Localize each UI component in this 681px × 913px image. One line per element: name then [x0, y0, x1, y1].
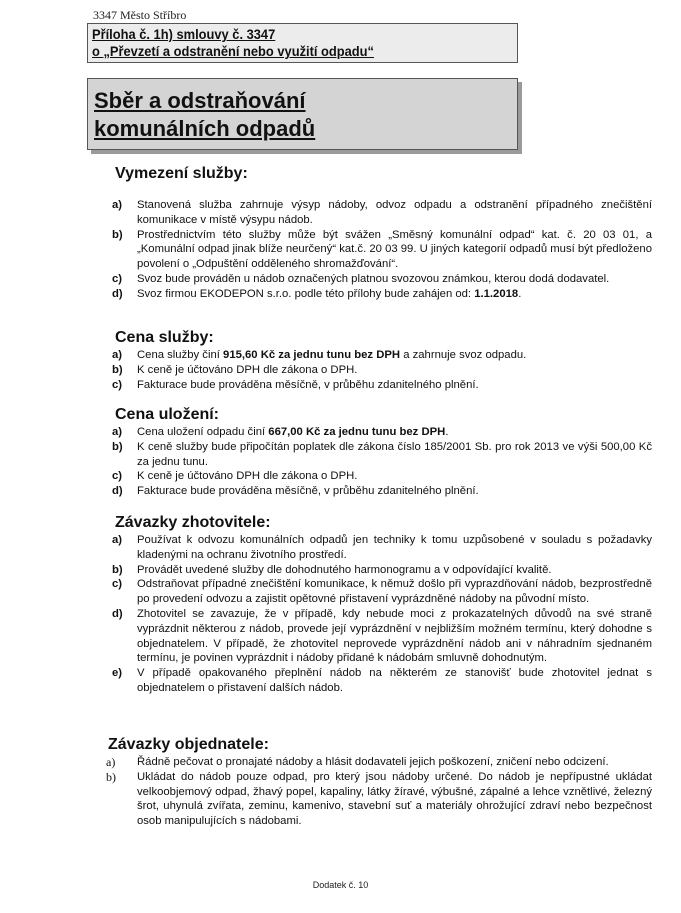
item-text: K ceně je účtováno DPH dle zákona o DPH. [137, 363, 358, 376]
item-text: Ukládat do nádob pouze odpad, pro který jsou nádoby určené. Do nádob je nepřípustné ukládat velkoobjemový odpad, žhavý popel, kapaliny, látky žíravé, výbušné, zápalné a lehce vznětlivé, železný šrot, uhynulá zvířata, zeminu, kamenivo, stavební suť a materiály ohrožující zdraví nebo bezpečnost osob manipulujících s nádobami. [137, 770, 652, 828]
item-letter: a) [112, 349, 123, 361]
list-item [104, 755, 652, 770]
section-heading: Vymezení služby: [115, 165, 248, 182]
item-text: Používat k odvozu komunálních odpadů jen techniky k tomu uzpůsobené v souladu s požadavky kladenými na ochranu životního prostředí. [137, 534, 652, 561]
item-letter: b) [112, 228, 123, 241]
list-item [110, 469, 652, 484]
item-text-end: a zahrnuje svoz odpadu. [400, 349, 527, 361]
service-price: 915,60 Kč za jednu tunu bez DPH [223, 349, 401, 361]
list-item [110, 440, 652, 470]
item-text-end: . [445, 426, 449, 438]
list-item [110, 666, 652, 696]
list-item [110, 363, 652, 378]
item-text: V případě opakovaného přeplnění nádob na některém ze stanovišť bude zhotovitel jednat s objednatelem o přistavení dalších nádob. [137, 667, 652, 694]
main-title-line1: Sběr a odstraňování [94, 88, 306, 113]
list-item [110, 198, 652, 228]
item-text: Zhotovitel se zavazuje, že v případě, kdy nebude moci z prokazatelných důvodů na své straně vyprázdnit některou z nádob, provede její vyprázdnění v nejbližším možném termínu, který dohodne s objednatelem. V případě, že zhotovitel neprovede vyprázdnění nádob ani v náhradním sjednaném termínu, je povinen vyprázdnit i nádoby přidané k nádobám smluvně dohodnutým. [137, 607, 652, 665]
document-reference: 3347 Město Stříbro [93, 8, 187, 22]
item-letter: a) [106, 755, 116, 769]
annex-title-line1: Příloha č. 1h) smlouvy č. 3347 [92, 26, 276, 42]
item-letter: d) [112, 607, 123, 620]
item-letter: b) [112, 363, 123, 376]
list-item [110, 378, 652, 393]
list-item [110, 484, 652, 499]
item-letter: e) [112, 667, 123, 680]
annex-title-line2: o „Převzetí a odstranění nebo využití odpadu“ [92, 43, 374, 59]
list-item [110, 533, 652, 563]
item-letter: a) [112, 534, 123, 546]
list-item [110, 607, 652, 666]
list-item [110, 228, 652, 272]
list-item [110, 348, 652, 363]
section-client-obligations [104, 735, 652, 829]
list-item [110, 577, 652, 607]
item-text: Odstraňovat případné znečištění komunikace, k němuž došlo při vyprazdňování nádob, bezprostředně po provedení odvozu a zajistit opětovné přistavení vyprázdněné nádoby na původní místo. [137, 578, 652, 606]
list-item [110, 287, 652, 302]
item-text: Prostřednictvím této služby může být svážen „Směsný komunální odpad“ kat. č. 20 03 01, a „Komunální odpad jinak blíže neurčený“ kat.č. 20 03 99. U jiných kategorií odpadů musí být předloženo povolení o „Odpuštění odděleného shromažďování“. [137, 228, 652, 271]
item-letter: b) [112, 563, 123, 576]
item-text: Cena uložení odpadu činí [137, 426, 269, 438]
item-letter: c) [112, 470, 123, 483]
item-text: Svoz bude prováděn u nádob označených platnou svozovou známkou, kterou dodá dodavatel. [137, 272, 610, 285]
item-letter: c) [112, 578, 123, 591]
section-heading: Cena služby: [115, 329, 214, 346]
start-date: 1.1.2018 [474, 287, 519, 300]
list-item [104, 770, 652, 829]
item-letter: a) [112, 199, 123, 211]
section-heading: Závazky objednatele: [108, 736, 269, 753]
section-heading: Závazky zhotovitele: [115, 514, 271, 531]
item-text: Fakturace bude prováděna měsíčně, v průběhu zdanitelného plnění. [137, 485, 479, 498]
section-contractor-obligations [110, 513, 652, 696]
item-letter: c) [112, 272, 123, 285]
item-text: Provádět uvedené služby dle dohodnutého harmonogramu a v odpovídající kvalitě. [137, 563, 552, 576]
list-item [110, 563, 652, 578]
main-title-box [87, 78, 518, 150]
item-letter: b) [106, 769, 116, 784]
storage-price: 667,00 Kč za jednu tunu bez DPH [268, 426, 446, 438]
page-footer: Dodatek č. 10 [312, 880, 369, 890]
item-text: Fakturace bude prováděna měsíčně, v průběhu zdanitelného plnění. [137, 378, 479, 391]
item-letter: b) [112, 440, 123, 453]
section-heading: Cena uložení: [115, 406, 220, 423]
item-text: Svoz firmou EKODEPON s.r.o. podle této přílohy bude zahájen od: [137, 287, 475, 300]
item-letter: d) [112, 287, 123, 300]
item-text: K ceně je účtováno DPH dle zákona o DPH. [137, 470, 358, 483]
annex-header-box [87, 23, 518, 63]
section-price [110, 328, 652, 392]
item-letter: a) [112, 426, 123, 438]
list-item [110, 272, 652, 287]
item-text-end: . [518, 287, 522, 300]
item-text: Řádně pečovat o pronajaté nádoby a hlásit dodavateli jejich poškození, zničení nebo odcizení. [137, 756, 609, 768]
list-item [110, 425, 652, 440]
item-letter: d) [112, 485, 123, 498]
item-letter: c) [112, 378, 123, 391]
item-text: Stanovená služba zahrnuje výsyp nádoby, odvoz odpadu a odstranění případného znečištění komunikace v místě výsypu nádob. [137, 199, 652, 226]
main-title-line2: komunálních odpadů [94, 116, 316, 141]
item-text: K ceně služby bude připočítán poplatek dle zákona číslo 185/2001 Sb. pro rok 2013 ve výši 500,00 Kč za jednu tunu. [137, 440, 652, 468]
section-storage-price [110, 405, 652, 499]
item-text: Cena služby činí [137, 349, 224, 361]
section-scope [110, 164, 652, 302]
